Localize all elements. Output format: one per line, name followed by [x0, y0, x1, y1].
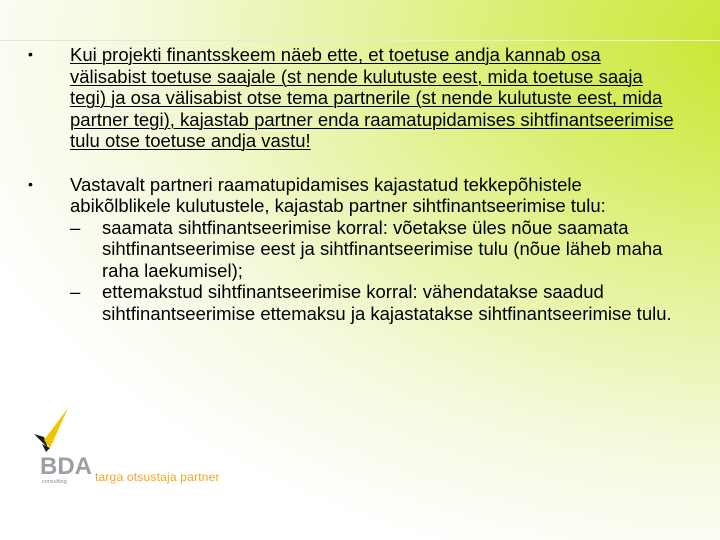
dash-icon: –: [70, 216, 81, 238]
logo-small-text: consulting: [42, 479, 67, 485]
bullet-icon: •: [28, 175, 33, 192]
bullet-text: Vastavalt partneri raamatupidamises kajastatud tekkepõhistele abikõlblikele kulutustele, kajastab partner sihtfinantseerimise tulu:: [70, 173, 606, 216]
sub-bullet-item: [28, 281, 678, 324]
bullet-icon: •: [28, 46, 33, 62]
bda-logo: [28, 404, 98, 486]
sub-bullet-text: ettemakstud sihtfinantseerimise korral: vähendatakse saadud sihtfinantseerimise ettemaksu ja kajastatakse sihtfinantseerimise tulu.: [102, 281, 672, 324]
bird-wing-yellow-icon: [44, 408, 68, 448]
top-divider: [0, 40, 720, 41]
bullet-item: [28, 174, 678, 217]
bullet-text: Kui projekti finantsskeem näeb ette, et toetuse andja kannab osa välisabist toetuse saajale (st nende kulutuste eest, mida toetuse saaja tegi) ja osa välisabist otse tema partnerile (st nende kulutuste eest, mida partner tegi), kajastab partner enda raamatupidamises sihtfinantseerimise tulu otse toetuse andja vastu!: [70, 44, 674, 151]
logo-name: BDA: [40, 453, 92, 480]
slide-content: [28, 44, 678, 324]
logo-tagline: targa otsustaja partner: [95, 470, 220, 484]
sub-bullet-text: saamata sihtfinantseerimise korral: võetakse üles nõue saamata sihtfinantseerimise eest ja sihtfinantseerimise tulu (nõue läheb maha raha laekumisel);: [102, 216, 663, 281]
dash-icon: –: [70, 281, 81, 302]
bullet-item: [28, 44, 678, 152]
sub-bullet-item: [28, 217, 678, 282]
